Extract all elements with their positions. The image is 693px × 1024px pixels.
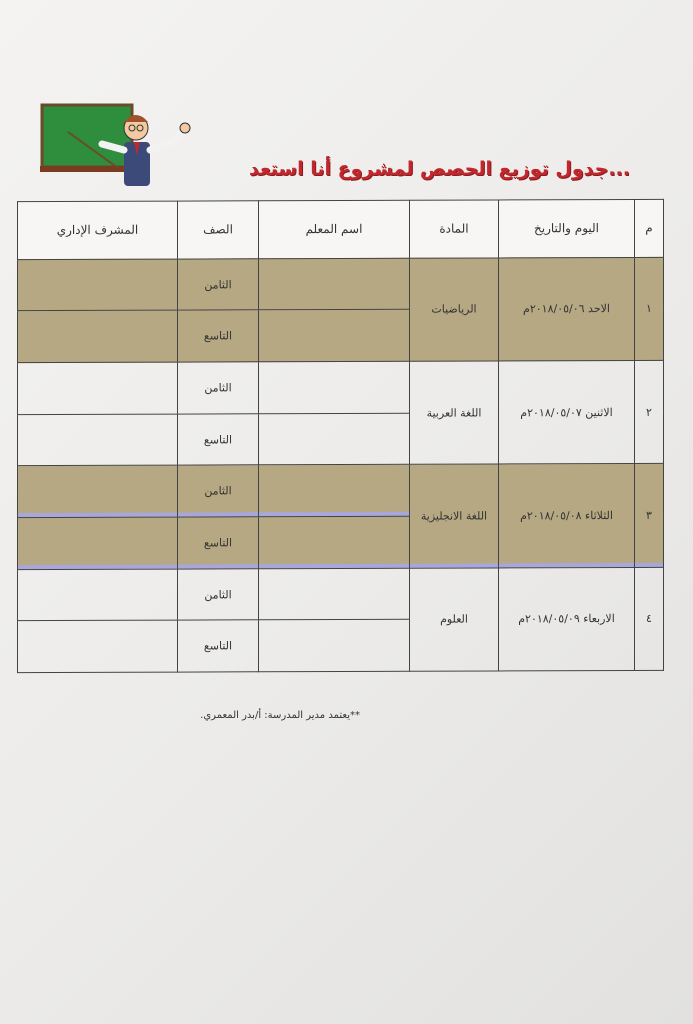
row-num: ٢ <box>635 360 664 463</box>
supervisor-cell <box>18 465 178 517</box>
table-row <box>18 464 664 518</box>
teacher-at-chalkboard-icon <box>40 100 200 195</box>
teacher-cell <box>259 310 410 362</box>
grade-cell: الثامن <box>178 568 259 620</box>
row-date: الاثنين ٢٠١٨/٠٥/٠٧م <box>499 361 635 465</box>
teacher-cell <box>259 361 410 413</box>
row-subject: الرياضيات <box>410 258 499 362</box>
grade-cell: الثامن <box>178 259 259 311</box>
supervisor-cell <box>18 310 178 362</box>
table-row <box>18 567 664 621</box>
grade-cell: التاسع <box>178 517 259 569</box>
header-date: اليوم والتاريخ <box>499 199 635 257</box>
teacher-cell <box>259 568 410 620</box>
supervisor-cell <box>18 620 178 672</box>
header-num: م <box>635 199 664 257</box>
header-grade: الصف <box>178 201 259 259</box>
row-subject: العلوم <box>410 568 499 672</box>
row-date: الاحد ٢٠١٨/٠٥/٠٦م <box>499 257 635 361</box>
table-row <box>18 257 664 311</box>
grade-cell: التاسع <box>178 620 259 672</box>
supervisor-cell <box>18 362 178 414</box>
row-date: الاربعاء ٢٠١٨/٠٥/٠٩م <box>499 567 635 671</box>
teacher-cell <box>259 413 410 465</box>
grade-cell: التاسع <box>178 310 259 362</box>
supervisor-cell <box>18 414 178 466</box>
table-row <box>18 360 664 414</box>
teacher-cell <box>259 465 410 517</box>
row-num: ١ <box>635 257 664 360</box>
table-header-row <box>18 199 664 259</box>
supervisor-cell <box>18 569 178 621</box>
header-subject: المادة <box>410 200 499 258</box>
supervisor-cell <box>18 517 178 569</box>
teacher-cell <box>259 516 410 568</box>
row-subject: اللغة الانجليزية <box>410 464 499 568</box>
row-num: ٣ <box>635 464 664 567</box>
approval-note: **يعتمد مدير المدرسة: أ/بدر المعمري. <box>200 710 360 721</box>
teacher-cell <box>259 258 410 310</box>
row-subject: اللغة العربية <box>410 361 499 465</box>
grade-cell: التاسع <box>178 413 259 465</box>
grade-cell: الثامن <box>178 465 259 517</box>
supervisor-cell <box>18 259 178 311</box>
grade-cell: الثامن <box>178 362 259 414</box>
header-supervisor: المشرف الإداري <box>18 201 178 259</box>
row-date: الثلاثاء ٢٠١٨/٠٥/٠٨م <box>499 464 635 568</box>
schedule-table <box>17 199 664 673</box>
header-teacher: اسم المعلم <box>259 200 410 258</box>
page-title: ...جدول توزيع الحصص لمشروع أنا استعد <box>248 158 630 180</box>
row-num: ٤ <box>635 567 664 670</box>
teacher-cell <box>259 620 410 672</box>
